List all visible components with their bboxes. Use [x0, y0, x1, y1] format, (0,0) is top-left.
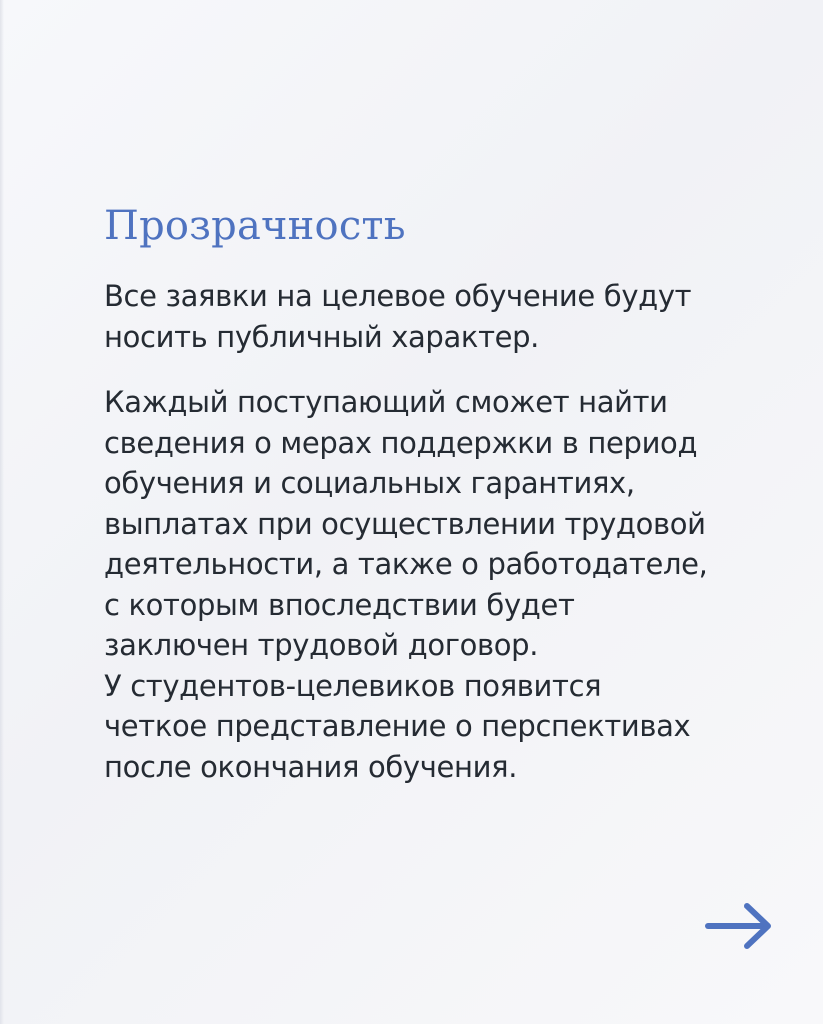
paragraph-2-line: сведения о мерах поддержки в период: [104, 425, 698, 460]
paragraph-2-line: Каждый поступающий сможет найти: [104, 385, 668, 419]
paragraph-2-line: деятельности, а также о работодателе,: [104, 547, 708, 581]
paragraph-1-line: Все заявки на целевое обучение будут: [104, 279, 692, 313]
paragraph-2: [104, 382, 764, 787]
paragraph-2-line: обучения и социальных гарантиях,: [104, 466, 635, 500]
paragraph-2-line: выплатах при осуществлении трудовой: [104, 506, 706, 541]
paragraph-2-line: с которым впоследствии будет: [104, 587, 575, 622]
arrow-right-icon[interactable]: [704, 898, 776, 954]
paragraph-1: [104, 276, 764, 357]
left-edge-line: [0, 0, 4, 1024]
paragraph-2-line: У студентов-целевиков появится: [104, 668, 602, 703]
paragraph-1-line: носить публичный характер.: [104, 319, 540, 354]
paragraph-2-line: заключен трудовой договор.: [104, 628, 539, 662]
heading: Прозрачность: [104, 203, 406, 249]
paragraph-2-line: после окончания обучения.: [104, 749, 518, 784]
paragraph-2-line: четкое представление о перспективах: [104, 709, 691, 743]
